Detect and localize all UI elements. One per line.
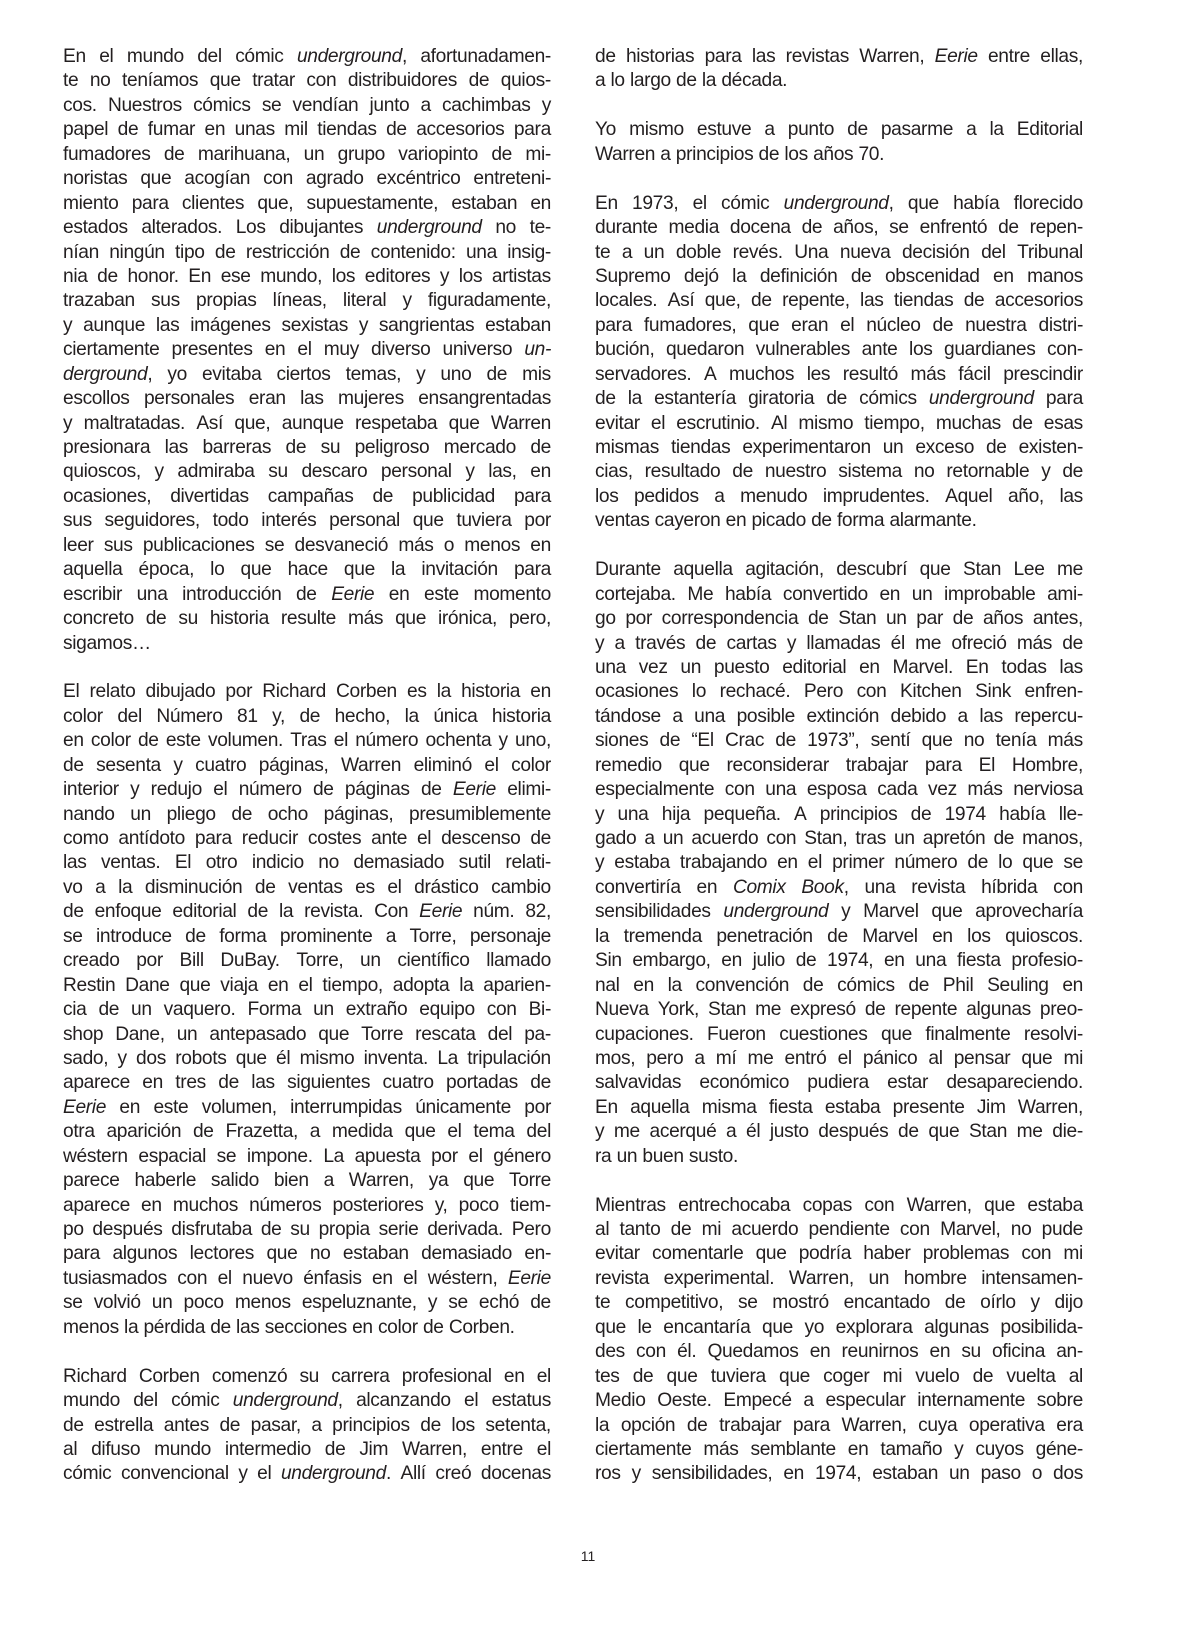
text-line: derground, yo evitaba ciertos temas, y uno de mis bbox=[63, 363, 551, 385]
text-line: parece haberle salido bien a Warren, ya que Torre bbox=[63, 1170, 551, 1192]
text-line: servadores. A muchos les resultó más fácil prescindir bbox=[595, 363, 1083, 385]
text-line: los pedidos a menudo imprudentes. Aquel año, las bbox=[595, 485, 1083, 507]
text-line: vo a la disminución de ventas es el drástico cambio bbox=[63, 876, 551, 898]
text-line: de historias para las revistas Warren, Eerie entre ellas, bbox=[595, 46, 1083, 67]
text-line: shop Dane, un antepasado que Torre rescata del pa- bbox=[63, 1023, 551, 1045]
text-line: ciertamente presentes en el muy diverso universo un- bbox=[63, 339, 551, 361]
text-line: Warren a principios de los años 70. bbox=[595, 143, 885, 165]
paragraph bbox=[63, 45, 551, 656]
paragraph bbox=[595, 192, 1083, 534]
text-line: sensibilidades underground y Marvel que aprovecharía bbox=[595, 901, 1083, 923]
text-line: evitar el escrutinio. Al mismo tiempo, muchas de esas bbox=[595, 412, 1083, 434]
paragraph bbox=[595, 45, 1083, 94]
text-line: evitar comentarle que podría haber problemas con mi bbox=[595, 1243, 1083, 1265]
text-line: te competitivo, se mostró encantado de oírlo y dijo bbox=[595, 1292, 1083, 1314]
text-line: de estrella antes de pasar, a principios de los setenta, bbox=[63, 1414, 551, 1436]
text-line: mundo del cómic underground, alcanzando el estatus bbox=[63, 1390, 551, 1412]
text-line: En el mundo del cómic underground, afortunadamen- bbox=[63, 46, 551, 67]
text-line: Durante aquella agitación, descubrí que Stan Lee me bbox=[595, 559, 1083, 581]
text-line: como antídoto para reducir costes ante el descenso de bbox=[63, 828, 551, 849]
paragraph bbox=[595, 118, 1083, 167]
paragraph bbox=[63, 1365, 551, 1487]
text-line: mismas tiendas experimentaron un exceso de existen- bbox=[595, 437, 1083, 458]
text-line: mos, pero a mí me entró el pánico al pensar que mi bbox=[595, 1047, 1083, 1069]
text-line: sigamos… bbox=[63, 632, 151, 654]
text-line: ocasiones lo rechacé. Pero con Kitchen Sink enfren- bbox=[595, 681, 1083, 703]
text-line: ocasiones, divertidas campañas de publicidad para bbox=[63, 485, 551, 507]
text-line: Yo mismo estuve a punto de pasarme a la Editorial bbox=[595, 119, 1083, 141]
text-line: durante media docena de años, se enfrentó de repen- bbox=[595, 217, 1083, 239]
text-line: po después disfrutaba de su propia serie derivada. Pero bbox=[63, 1219, 551, 1240]
text-line: presionara las barreras de su peligroso mercado de bbox=[63, 437, 551, 458]
paragraph bbox=[595, 558, 1083, 1169]
text-line: cos. Nuestros cómics se vendían junto a cachimbas y bbox=[63, 94, 551, 116]
text-line: wéstern espacial se impone. La apuesta por el género bbox=[63, 1145, 551, 1167]
text-line: tusiasmados con el nuevo énfasis en el wéstern, Eerie bbox=[63, 1267, 551, 1289]
text-line: las ventas. El otro indicio no demasiado sutil relati- bbox=[63, 852, 551, 874]
text-line: una vez un puesto editorial en Marvel. En todas las bbox=[595, 656, 1083, 678]
text-line: que le encantaría que yo explorara algunas posibilida- bbox=[595, 1316, 1083, 1338]
text-line: se volvió un poco menos espeluznante, y se echó de bbox=[63, 1292, 551, 1314]
text-line: nia de honor. En ese mundo, los editores y los artistas bbox=[63, 265, 551, 287]
paragraph bbox=[595, 1194, 1083, 1487]
text-line: y maltratadas. Así que, aunque respetaba que Warren bbox=[63, 412, 551, 434]
text-line: se introduce de forma prominente a Torre, personaje bbox=[63, 925, 551, 947]
text-line: escribir una introducción de Eerie en este momento bbox=[63, 583, 551, 605]
text-line: escollos personales eran las mujeres ensangrentadas bbox=[63, 388, 551, 410]
text-line: salvavidas económico pudiera estar desapareciendo. bbox=[595, 1072, 1083, 1094]
text-line: y a través de cartas y llamadas él me ofreció más de bbox=[595, 632, 1083, 654]
text-line: leer sus publicaciones se desvaneció más o menos en bbox=[63, 534, 551, 556]
text-line: quioscos, y admiraba su descaro personal y las, en bbox=[63, 461, 551, 483]
text-line: Restin Dane que viaja en el tiempo, adopta la aparien- bbox=[63, 974, 551, 996]
text-line: la opción de trabajar para Warren, cuya operativa era bbox=[595, 1414, 1083, 1436]
text-line: en color de este volumen. Tras el número ochenta y uno, bbox=[63, 730, 551, 752]
text-line: ciertamente más semblante en tamaño y cuyos géne- bbox=[595, 1438, 1083, 1460]
text-line: Medio Oeste. Empecé a especular internamente sobre bbox=[595, 1390, 1083, 1412]
text-line: al tanto de mi acuerdo pendiente con Marvel, no pude bbox=[595, 1219, 1083, 1240]
text-line: al difuso mundo intermedio de Jim Warren, entre el bbox=[63, 1438, 551, 1460]
text-line: gado a un acuerdo con Stan, tras un apretón de manos, bbox=[595, 828, 1083, 849]
text-line: interior y redujo el número de páginas de Eerie elimi- bbox=[63, 779, 551, 801]
text-line: Sin embargo, en julio de 1974, en una fiesta profesio- bbox=[595, 950, 1083, 972]
text-line: El relato dibujado por Richard Corben es la historia en bbox=[63, 681, 551, 703]
text-line: a lo largo de la década. bbox=[595, 70, 788, 92]
text-line: Supremo dejó la definición de obscenidad en manos bbox=[595, 265, 1083, 287]
text-line: de enfoque editorial de la revista. Con Eerie núm. 82, bbox=[63, 901, 551, 923]
paragraph bbox=[63, 680, 551, 1340]
text-line: tes de que tuviera que coger mi vuelo de vuelta al bbox=[595, 1365, 1083, 1387]
text-line: y me acerqué a él justo después de que Stan me die- bbox=[595, 1121, 1083, 1143]
text-line: cortejaba. Me había convertido en un improbable ami- bbox=[595, 583, 1083, 605]
text-line: de sesenta y cuatro páginas, Warren eliminó el color bbox=[63, 754, 551, 776]
text-line: nando un pliego de ocho páginas, presumiblemente bbox=[63, 803, 551, 825]
text-line: menos la pérdida de las secciones en color de Corben. bbox=[63, 1316, 515, 1338]
text-line: En 1973, el cómic underground, que había florecido bbox=[595, 192, 1083, 214]
text-line: nal en la convención de cómics de Phil Seuling en bbox=[595, 974, 1083, 996]
text-line: para algunos lectores que no estaban demasiado en- bbox=[63, 1243, 551, 1265]
text-line: trazaban sus propias líneas, literal y figuradamente, bbox=[63, 290, 551, 312]
text-line: nían ningún tipo de restricción de contenido: una insig- bbox=[63, 241, 551, 263]
text-line: la tremenda penetración de Marvel en los quioscos. bbox=[595, 925, 1083, 947]
text-line: cia de un vaquero. Forma un extraño equipo con Bi- bbox=[63, 999, 551, 1021]
text-line: ra un buen susto. bbox=[595, 1145, 738, 1167]
text-line: papel de fumar en unas mil tiendas de accesorios para bbox=[63, 119, 551, 141]
text-line: te a un doble revés. Una nueva decisión del Tribunal bbox=[595, 241, 1083, 263]
text-line: Mientras entrechocaba copas con Warren, que estaba bbox=[595, 1194, 1083, 1216]
text-line: sus seguidores, todo interés personal que tuviera por bbox=[63, 510, 551, 532]
text-line: Richard Corben comenzó su carrera profesional en el bbox=[63, 1365, 551, 1387]
text-column-left bbox=[63, 45, 551, 1511]
text-line: En aquella misma fiesta estaba presente Jim Warren, bbox=[595, 1096, 1083, 1118]
text-line: Nueva York, Stan me expresó de repente algunas preo- bbox=[595, 999, 1083, 1021]
text-line: cómic convencional y el underground. Allí creó docenas bbox=[63, 1463, 551, 1485]
text-line: creado por Bill DuBay. Torre, un científico llamado bbox=[63, 950, 551, 972]
text-line: remedio que reconsiderar trabajar para El Hombre, bbox=[595, 754, 1083, 776]
text-line: aquella época, lo que hace que la invitación para bbox=[63, 559, 551, 581]
text-line: ros y sensibilidades, en 1974, estaban un paso o dos bbox=[595, 1463, 1083, 1485]
text-line: y estaba trabajando en el primer número de lo que se bbox=[595, 852, 1083, 874]
text-line: noristas que acogían con agrado excéntrico entreteni- bbox=[63, 168, 551, 190]
text-line: especialmente con una esposa cada vez más nerviosa bbox=[595, 779, 1083, 801]
text-line: cupaciones. Fueron cuestiones que finalmente resolvi- bbox=[595, 1023, 1083, 1045]
text-line: miento para clientes que, supuestamente, estaban en bbox=[63, 192, 551, 214]
text-line: go por correspondencia de Stan un par de años antes, bbox=[595, 608, 1083, 630]
text-line: para fumadores, que eran el núcleo de nuestra distri- bbox=[595, 314, 1083, 336]
text-line: y una hija pequeña. A principios de 1974 había lle- bbox=[595, 803, 1083, 825]
text-line: revista experimental. Warren, un hombre intensamen- bbox=[595, 1267, 1083, 1289]
text-line: des con él. Quedamos en reunirnos en su oficina an- bbox=[595, 1341, 1083, 1363]
text-line: fumadores de marihuana, un grupo variopinto de mi- bbox=[63, 143, 551, 165]
text-line: siones de “El Crac de 1973”, sentí que no tenía más bbox=[595, 730, 1083, 752]
text-line: aparece en muchos números posteriores y, poco tiem- bbox=[63, 1194, 551, 1216]
text-column-right bbox=[595, 45, 1083, 1511]
text-line: y aunque las imágenes sexistas y sangrientas estaban bbox=[63, 314, 551, 336]
text-line: Eerie en este volumen, interrumpidas únicamente por bbox=[63, 1096, 551, 1118]
text-line: bución, quedaron vulnerables ante los guardianes con- bbox=[595, 339, 1083, 361]
text-line: ventas cayeron en picado de forma alarmante. bbox=[595, 510, 977, 532]
text-line: estados alterados. Los dibujantes underground no te- bbox=[63, 217, 551, 239]
text-line: te no teníamos que tratar con distribuidores de quios- bbox=[63, 70, 551, 92]
page-number: 11 bbox=[580, 1548, 596, 1564]
text-line: tándose a una posible extinción debido a las repercu- bbox=[595, 705, 1083, 727]
text-line: aparece en tres de las siguientes cuatro portadas de bbox=[63, 1072, 551, 1094]
text-line: color del Número 81 y, de hecho, la única historia bbox=[63, 705, 551, 727]
text-line: sado, y dos robots que él mismo inventa. La tripulación bbox=[63, 1047, 551, 1069]
text-line: otra aparición de Frazetta, a medida que el tema del bbox=[63, 1121, 551, 1143]
text-line: cias, resultado de nuestro sistema no retornable y de bbox=[595, 461, 1083, 483]
text-line: concreto de su historia resulte más que irónica, pero, bbox=[63, 608, 551, 630]
text-line: locales. Así que, de repente, las tiendas de accesorios bbox=[595, 290, 1083, 312]
text-line: convertiría en Comix Book, una revista híbrida con bbox=[595, 876, 1083, 898]
text-line: de la estantería giratoria de cómics underground para bbox=[595, 388, 1083, 410]
